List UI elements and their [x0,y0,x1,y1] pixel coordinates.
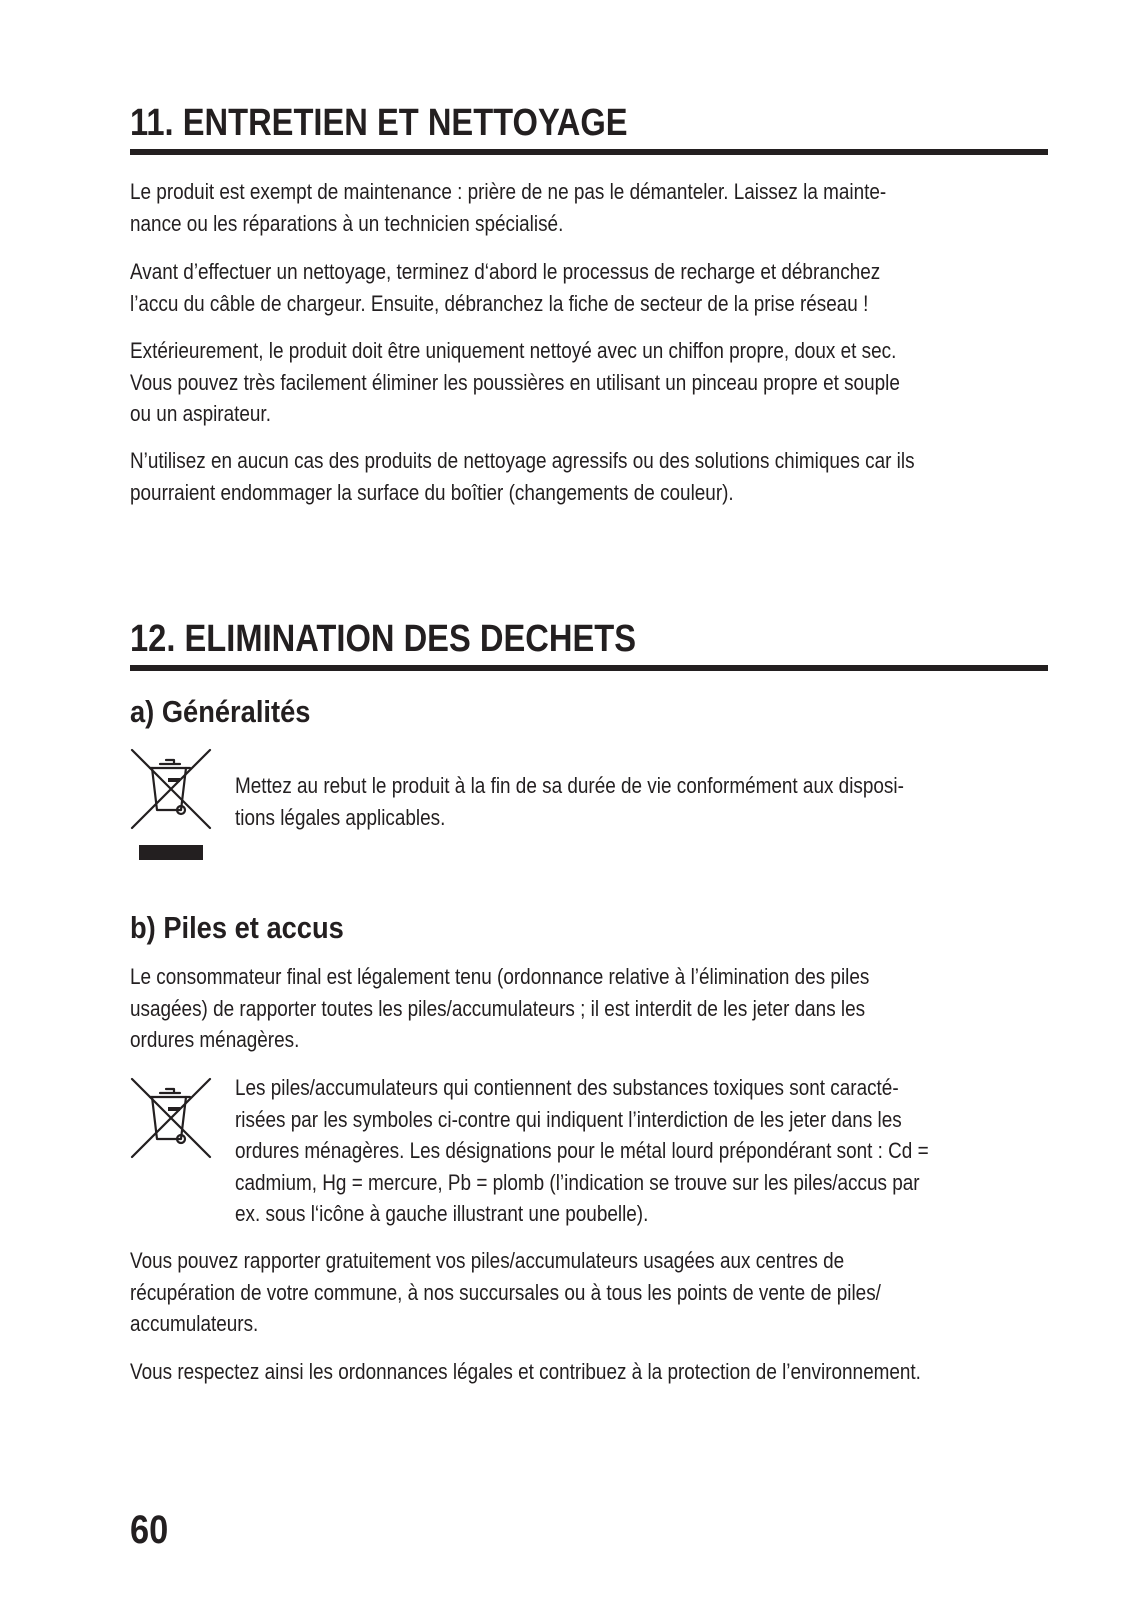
section-11-rule [130,149,1048,155]
crossed-out-wheelie-bin-icon [130,748,212,830]
page-number: 60 [130,1508,169,1552]
subsection-b-intro: Le consommateur final est légalement tenu (ordonnance relative à l’élimination des piles usagées) de rapporter toutes les piles/accumulateurs ; il est interdit de les jeter dans les ordures ménagères. [130,964,870,1052]
section-12-rule [130,665,1048,671]
subsection-a-title: a) Généralités [130,694,311,729]
section-11-paragraph-4: N’utilisez en aucun cas des produits de nettoyage agressifs ou des solutions chimiques car ils pourraient endommager la surface du boîtier (changements de couleur). [130,448,915,505]
section-11-paragraph-3: Extérieurement, le produit doit être uniquement nettoyé avec un chiffon propre, doux et sec. Vous pouvez très facilement éliminer les poussières en utilisant un pinceau propre et souple ou un aspirateur. [130,338,900,426]
subsection-b-closing: Vous respectez ainsi les ordonnances légales et contribuez à la protection de l’environnement. [130,1359,921,1384]
section-12-title: 12. ELIMINATION DES DECHETS [130,618,637,660]
subsection-b-return-text: Vous pouvez rapporter gratuitement vos piles/accumulateurs usagées aux centres de récupération de votre commune, à nos succursales ou à tous les points de vente de piles/ accumulateurs. [130,1248,881,1336]
subsection-b-title: b) Piles et accus [130,910,344,945]
section-11-paragraph-2: Avant d’effectuer un nettoyage, terminez d‘abord le processus de recharge et débranchez l’accu du câble de chargeur. Ensuite, débranchez la fiche de secteur de la prise réseau ! [130,259,881,316]
section-11-paragraph-1: Le produit est exempt de maintenance : prière de ne pas le démanteler. Laissez la mainte- nance ou les réparations à un technicien spécialisé. [130,179,887,236]
subsection-a-text: Mettez au rebut le produit à la fin de sa durée de vie conformément aux disposi- tions légales applicables. [235,773,904,830]
subsection-b-icon-text: Les piles/accumulateurs qui contiennent des substances toxiques sont caracté- risées par les symboles ci-contre qui indiquent l’interdiction de les jeter dans les ordures ménagères. Les désignations pour le métal lourd prépondérant sont : Cd = cadmium, Hg = mercure, Pb = plomb (l’indication se trouve sur les piles/accus par ex. sous l‘icône à gauche illustrant une poubelle). [235,1075,929,1226]
crossed-out-wheelie-bin-icon [130,1077,212,1159]
separate-collection-bar [139,845,203,860]
section-11-title: 11. ENTRETIEN ET NETTOYAGE [130,102,628,144]
